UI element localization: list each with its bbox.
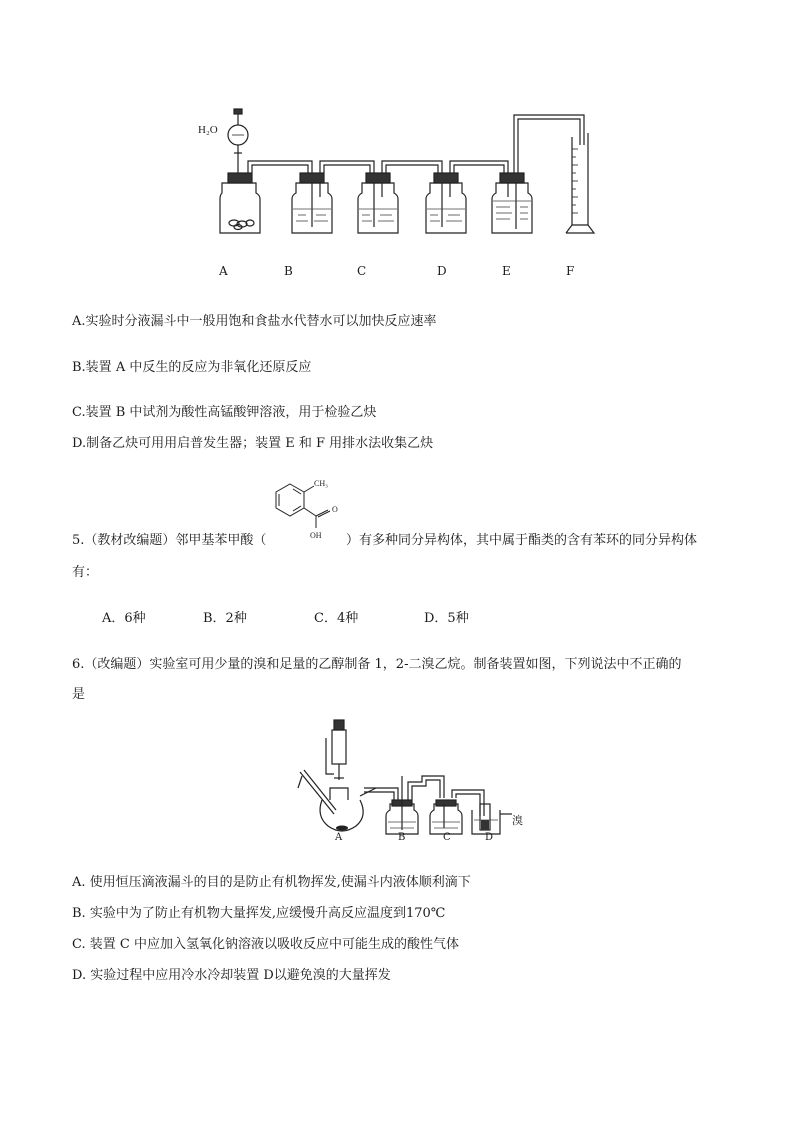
q6-stem-line2: 是 <box>72 687 86 702</box>
figure1-label-a: A <box>219 264 228 278</box>
q5-option-d: D．5种 <box>424 611 469 626</box>
bottle-b <box>386 776 418 834</box>
figure2-label-b: B <box>398 832 406 843</box>
q5-option-a: A．6种 <box>102 611 146 626</box>
ch3-label: CH₃ <box>314 479 328 488</box>
q5-option-b: B．2种 <box>203 611 247 626</box>
oh-label: OH <box>310 531 322 540</box>
q6-stem-line1: 6.（改编题）实验室可用少量的溴和足量的乙醇制备 1，2-二溴乙烷。制备装置如图，下列说法中不正确的 <box>72 657 682 672</box>
q6-option-a: A. 使用恒压滴液漏斗的目的是防止有机物挥发,使漏斗内液体顺利滴下 <box>72 875 471 890</box>
dibromoethane-apparatus-figure <box>294 716 534 846</box>
q5-stem-start: 5.（教材改编题）邻甲基苯甲酸（ <box>72 533 267 548</box>
constant-pressure-funnel <box>326 720 346 780</box>
bottle-b <box>292 173 332 233</box>
q4-option-b: B.装置 A 中反生的反应为非氧化还原反应 <box>72 360 312 375</box>
q5-stem-end: ）有多种同分异构体，其中属于酯类的含有苯环的同分异构体 <box>346 533 698 548</box>
h2o-label: H₂O <box>198 124 218 136</box>
figure1-label-f: F <box>566 264 575 278</box>
q5-stem-line2: 有： <box>72 565 99 580</box>
bromine-label: 溴 <box>512 814 523 827</box>
bottle-a <box>220 173 260 233</box>
q4-option-a: A.实验时分液漏斗中一般用饱和食盐水代替水可以加快反应速率 <box>72 314 437 329</box>
bottle-e <box>492 173 532 233</box>
bottle-c <box>358 173 398 233</box>
o-label: O <box>332 505 338 514</box>
bottle-d <box>426 173 466 233</box>
q6-option-c: C. 装置 C 中应加入氢氧化钠溶液以吸收反应中可能生成的酸性气体 <box>72 937 459 952</box>
figure2-label-c: C <box>443 832 451 843</box>
figure1-label-b: B <box>284 264 293 278</box>
o-toluic-acid-structure <box>270 474 350 544</box>
graduated-cylinder-f <box>566 133 594 233</box>
figure2-label-a: A <box>335 832 343 843</box>
figure1-label-d: D <box>437 264 447 278</box>
three-neck-flask-a <box>300 770 376 831</box>
q6-option-b: B. 实验中为了防止有机物大量挥发,应缓慢升高反应温度到170℃ <box>72 906 446 921</box>
beaker-d <box>472 804 512 834</box>
figure1-label-e: E <box>502 264 511 278</box>
q6-option-d: D. 实验过程中应用冷水冷却装置 D以避免溴的大量挥发 <box>72 968 391 983</box>
q4-option-c: C.装置 B 中试剂为酸性高锰酸钾溶液，用于检验乙炔 <box>72 405 377 420</box>
q5-option-c: C．4种 <box>314 611 359 626</box>
figure2-label-d: D <box>485 832 494 843</box>
separatory-funnel <box>228 109 248 173</box>
q4-option-d: D.制备乙炔可用用启普发生器；装置 E 和 F 用排水法收集乙炔 <box>72 436 434 451</box>
acetylene-apparatus-figure <box>190 105 610 245</box>
figure1-label-c: C <box>357 264 367 278</box>
bottle-c <box>430 800 462 834</box>
